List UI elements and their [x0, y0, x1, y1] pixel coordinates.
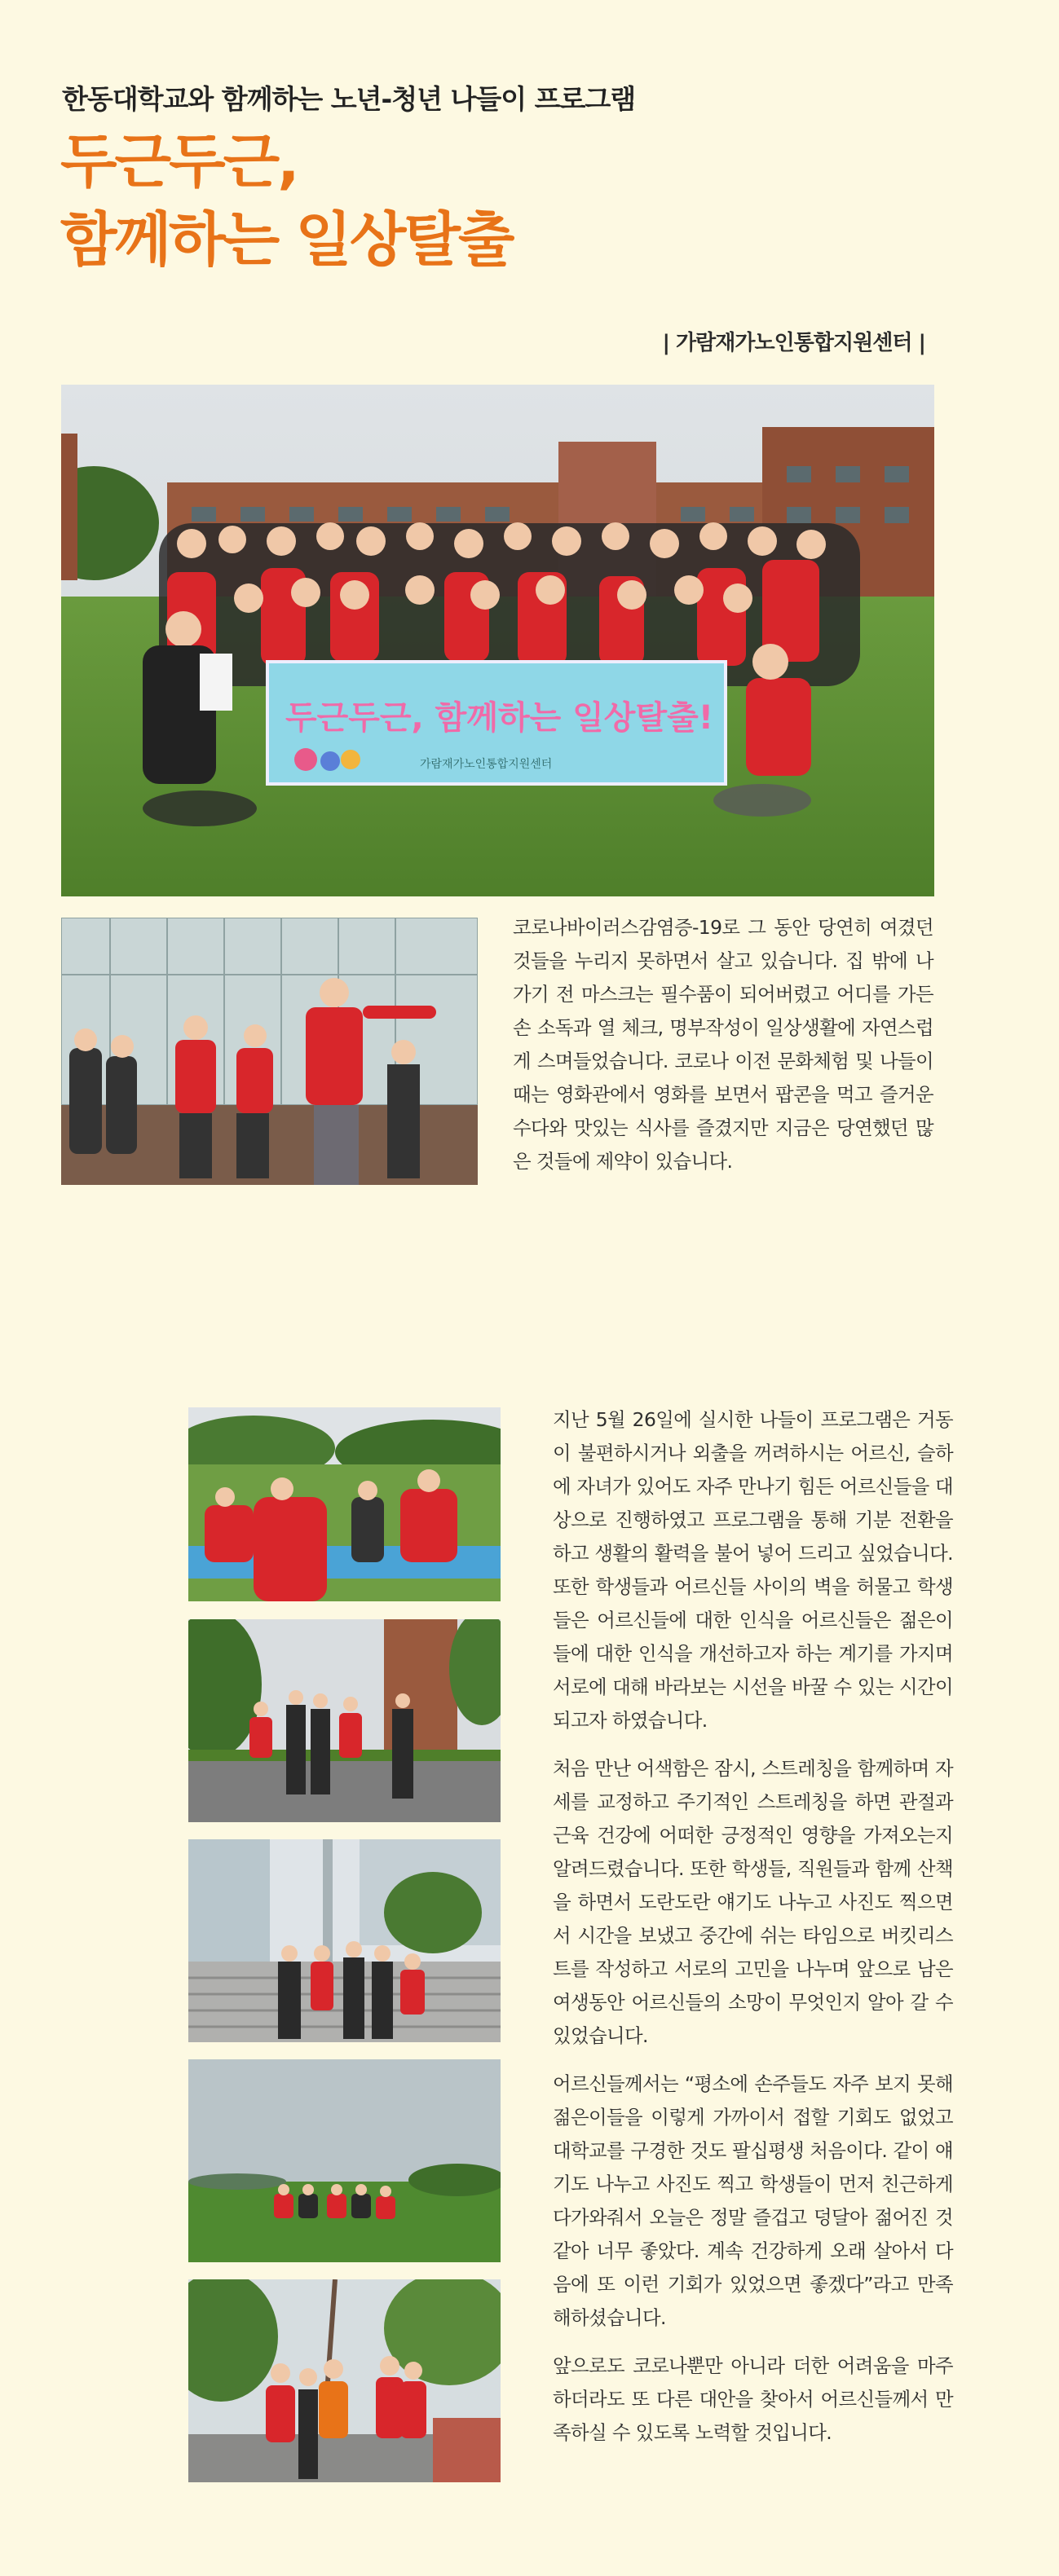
stretching-photo — [61, 918, 478, 1185]
section2-paragraph-1: 지난 5월 26일에 실시한 나들이 프로그램은 거동이 불편하시거나 외출을 꺼려하시는 어르신, 슬하에 자녀가 있어도 자주 만나기 힘든 어르신들을 대상으로 진행하였고 프로그램을 통해 기분 전환을 하고 생활의 활력을 불어 넣어 드리고 싶었습니다. 또한 학생들과 어르신들 사이의 벽을 허물고 학생들은 어르신들에 대한 인식을 어르신들은 젊은이들에 대한 인식을 개선하고자 하는 계기를 가지며 서로에 대해 바라보는 시선을 바꿀 수 있는 시간이 되고자 하였습니다. — [553, 1408, 953, 1732]
article-title-line2: 함께하는 일상탈출 — [60, 205, 513, 274]
picnic-photo — [188, 1407, 501, 1601]
article-title — [60, 122, 512, 279]
article-title-line1: 두근두근, — [60, 127, 298, 196]
section2-paragraph-4: 앞으로도 코로나뿐만 아니라 더한 어려움을 마주하더라도 또 다른 대안을 찾아서 어르신들께서 만족하실 수 있도록 노력할 것입니다. — [553, 2354, 953, 2444]
section2-text — [553, 1403, 953, 2464]
section2-paragraph-2: 처음 만난 어색함은 잠시, 스트레칭을 함께하며 자세를 교정하고 주기적인 스트레칭을 하면 관절과 근육 건강에 어떠한 긍정적인 영향을 가져오는지 알려드렸습니다. 또한 학생들, 직원들과 함께 산책을 하면서 도란도란 얘기도 나누고 사진도 찍으면서 시간을 보냈고 중간에 쉬는 타임으로 버킷리스트를 작성하고 서로의 고민을 나누며 앞으로 남은 여생동안 어르신들의 소망이 무엇인지 알아 갈 수 있었습니다. — [553, 1757, 953, 2047]
article-source: | 가람재가노인통합지원센터 | — [662, 331, 925, 355]
tree-photo — [188, 2279, 501, 2482]
walking-photo — [188, 1619, 501, 1822]
banner-org: 가람재가노인통합지원센터 — [420, 758, 553, 771]
banner-text: 두근두근, 함께하는 일상탈출! — [285, 699, 713, 737]
field-photo — [188, 2059, 501, 2262]
group-photo — [61, 385, 934, 896]
article-subtitle: 한동대학교와 함께하는 노년-청년 나들이 프로그램 — [62, 83, 636, 115]
section1-text — [513, 911, 933, 1193]
section1-paragraph: 코로나바이러스감염증-19로 그 동안 당연히 여겼던 것들을 누리지 못하면서 살고 있습니다. 집 밖에 나가기 전 마스크는 필수품이 되어버렸고 어디를 가든 손 소독과 열 체크, 명부작성이 일상생활에 자연스럽게 스며들었습니다. 코로나 이전 문화체험 및 나들이 때는 영화관에서 영화를 보면서 팝콘을 먹고 즐거운 수다와 맛있는 식사를 즐겼지만 지금은 당연했던 많은 것들에 제약이 있습니다. — [513, 916, 933, 1173]
stairs-photo — [188, 1839, 501, 2042]
section2-paragraph-3: 어르신들께서는 “평소에 손주들도 자주 보지 못해 젊은이들을 이렇게 가까이서 접할 기회도 없었고 대학교를 구경한 것도 팔십평생 처음이다. 같이 얘기도 나누고 사진도 찍고 학생들이 먼저 친근하게 다가와줘서 오늘은 정말 즐겁고 덩달아 젊어진 것 같아 너무 좋았다. 계속 건강하게 오래 살아서 다음에 또 이런 기회가 있었으면 좋겠다”라고 만족해하셨습니다. — [553, 2072, 953, 2329]
